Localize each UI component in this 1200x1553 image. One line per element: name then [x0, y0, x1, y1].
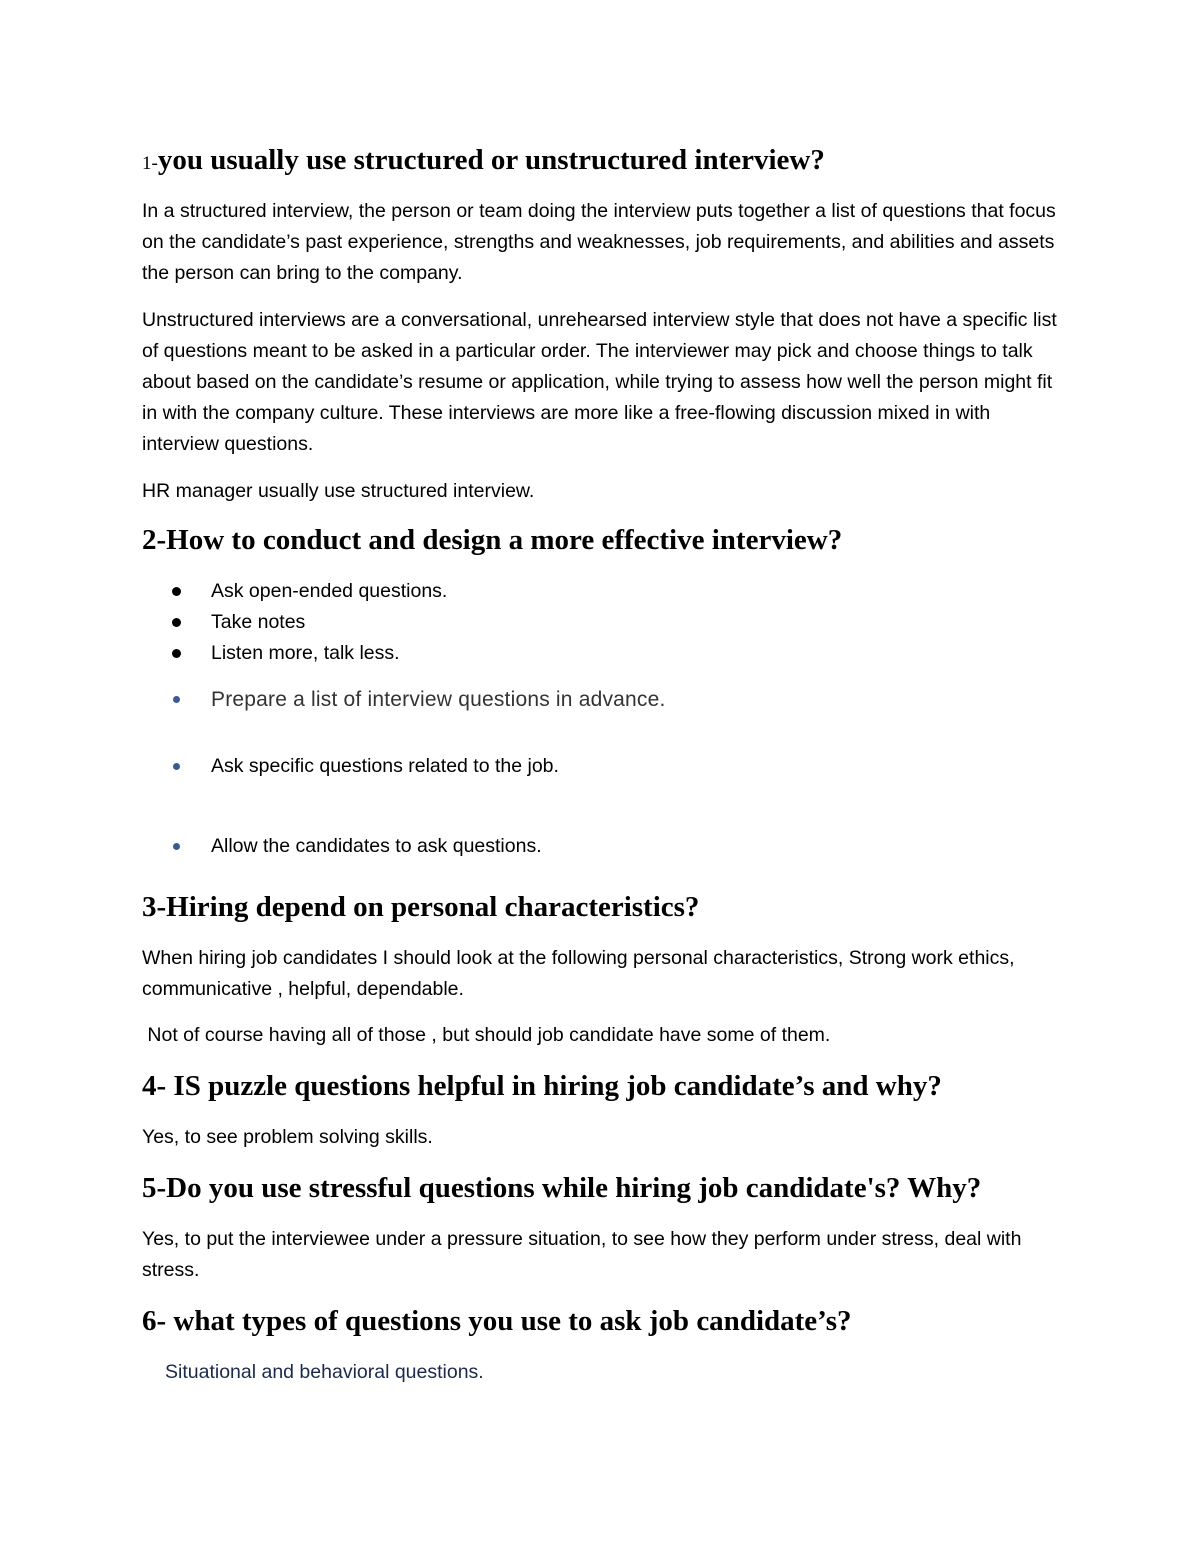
section-6-heading [142, 1303, 852, 1339]
section-1-number: 1- [142, 153, 158, 174]
section-5-heading [142, 1170, 981, 1206]
section-4-heading [142, 1068, 942, 1104]
section-3-heading [142, 889, 699, 925]
bullet-dot-icon [173, 843, 180, 850]
section-2-number: 2- [142, 524, 167, 556]
section-1-paragraph-3: HR manager usually use structured interview. [142, 480, 535, 502]
bullet-dot-icon [173, 763, 180, 770]
section-2-heading [142, 522, 842, 558]
bullet-text: Prepare a list of interview questions in advance. [211, 688, 666, 711]
section-5-paragraph-1: Yes, to put the interviewee under a pressure situation, to see how they perform under stress, deal with stress. [142, 1228, 1022, 1281]
section-1-paragraph-2: Unstructured interviews are a conversational, unrehearsed interview style that does not have a specific list of questions meant to be asked in a particular order. The interviewer may pick and choose things to talk about based on the candidate’s resume or application, while trying to assess how well the person might fit in with the company culture. These interviews are more like a free-flowing discussion mixed in with interview questions. [142, 309, 1057, 455]
bullet-text: Ask specific questions related to the job. [211, 755, 559, 777]
section-1-heading [142, 142, 825, 182]
bullet-dot-icon [173, 696, 180, 703]
section-2-title: How to conduct and design a more effective interview? [166, 524, 843, 556]
section-4-number: 4- [142, 1070, 167, 1102]
section-4-paragraph-1: Yes, to see problem solving skills. [142, 1126, 433, 1148]
section-3-paragraph-2: Not of course having all of those , but should job candidate have some of them. [142, 1024, 831, 1046]
bullet-text: Listen more, talk less. [211, 642, 400, 664]
section-1-paragraph-1: In a structured interview, the person or team doing the interview puts together a list of questions that focus on the candidate’s past experience, strengths and weaknesses, job requirements, and abilities and assets the person can bring to the company. [142, 200, 1056, 284]
bullet-text: Ask open-ended questions. [211, 580, 448, 602]
bullet-text: Take notes [211, 611, 306, 633]
section-5-title: Do you use stressful questions while hiring job candidate's? Why? [166, 1172, 982, 1204]
bullet-dot-icon [172, 587, 181, 596]
section-1-title: you usually use structured or unstructured interview? [157, 144, 825, 176]
bullet-text: Allow the candidates to ask questions. [211, 835, 542, 857]
bullet-dot-icon [172, 618, 181, 627]
section-3-title: Hiring depend on personal characteristics? [166, 891, 700, 923]
bullet-dot-icon [172, 649, 181, 658]
section-4-title: IS puzzle questions helpful in hiring job candidate’s and why? [166, 1070, 942, 1102]
section-6-title: what types of questions you use to ask job candidate’s? [166, 1305, 852, 1337]
section-5-number: 5- [142, 1172, 167, 1204]
section-3-number: 3- [142, 891, 167, 923]
section-3-paragraph-1: When hiring job candidates I should look at the following personal characteristics, Strong work ethics, communicative , helpful, dependable. [142, 947, 1015, 1000]
section-6-paragraph-1: Situational and behavioral questions. [165, 1361, 484, 1383]
section-6-number: 6- [142, 1305, 167, 1337]
